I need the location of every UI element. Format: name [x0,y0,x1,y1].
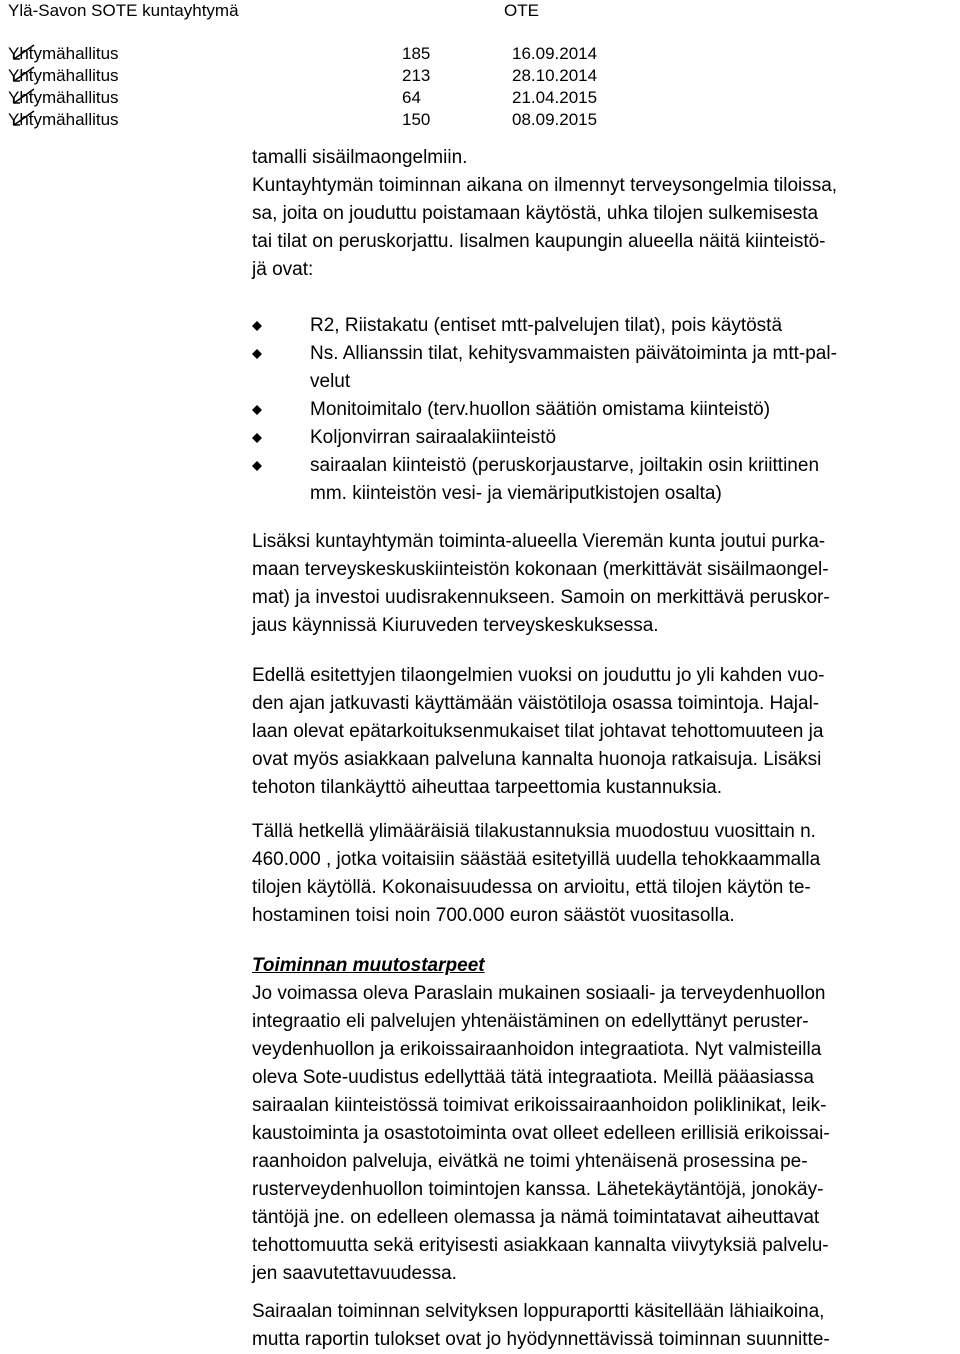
text-line: 460.000 , jotka voitaisiin säästää esitetyillä uudella tehokkaammalla [252,849,821,870]
text-line: tilojen käytöllä. Kokonaisuudessa on arvioitu, että tilojen käytön te- [252,877,811,898]
text-line: hostaminen toisi noin 700.000 euron säästöt vuositasolla. [252,905,735,926]
meta-org: Yhtymähallitus [8,88,119,107]
text-line: tamalli sisäilmaongelmiin. [252,147,468,168]
text-line: jaus käynnissä Kiuruveden terveyskeskuksessa. [252,615,659,636]
text-line: oleva Sote-uudistus edellyttää tätä integraatiota. Meillä pääasiassa [252,1067,814,1088]
list-item [252,452,952,508]
meta-date: 16.09.2014 [512,44,598,63]
text-line: sairaalan kiinteistö (peruskorjaustarve, joiltakin osin kriittinen [310,455,820,476]
meta-date: 08.09.2015 [512,110,598,129]
meta-row [8,109,708,131]
text-line: R2, Riistakatu (entiset mtt-palvelujen tilat), pois käytöstä [310,315,783,336]
text-line: raanhoidon palveluja, eivätkä ne toimi yhtenäisenä prosessina pe- [252,1151,808,1172]
text-line: Koljonvirran sairaalakiinteistö [310,427,557,448]
text-line: jen saavutettavuudessa. [252,1263,457,1284]
text-line: maan terveyskeskuskiinteistön kokonaan (merkittävät sisäilmaongel- [252,559,829,580]
text-line: Monitoimitalo (terv.huollon säätiön omistama kiinteistö) [310,399,771,420]
text-line: den ajan jatkuvasti käyttämään väistötiloja osassa toimintoja. Hajal- [252,693,820,714]
header-organization: Ylä-Savon SOTE kuntayhtymä [8,1,239,20]
meta-date: 21.04.2015 [512,88,598,107]
text-line: laan olevat epätarkoituksenmukaiset tilat johtavat tehottomuuteen ja [252,721,824,742]
section-heading: Toiminnan muutostarpeet [252,955,485,976]
text-line: Sairaalan toiminnan selvityksen loppuraportti käsitellään lähiaikoina, [252,1301,825,1322]
header-doc-type: OTE [504,1,539,20]
meta-row [8,43,708,65]
text-line: velut [310,371,351,392]
list-item [252,340,952,396]
text-line: mat) ja investoi uudisrakennukseen. Samoin on merkittävä peruskor- [252,587,830,608]
property-list [252,312,952,508]
bullet-icon [252,405,262,415]
paragraph [252,1298,952,1354]
text-line: sairaalan kiinteistössä toimivat erikoissairaanhoidon poliklinikat, leik- [252,1095,827,1116]
bullet-icon [252,349,262,359]
text-line: rusterveydenhuollon toimintojen kanssa. Lähetekäytäntöjä, jonokäy- [252,1179,824,1200]
meta-org: Yhtymähallitus [8,110,119,129]
text-line: Ns. Allianssin tilat, kehitysvammaisten päivätoiminta ja mtt-pal- [310,343,837,364]
text-line: mm. kiinteistön vesi- ja viemäriputkistojen osalta) [310,483,722,504]
text-line: veydenhuollon ja erikoissairaanhoidon integraatiota. Nyt valmisteilla [252,1039,822,1060]
bullet-icon [252,321,262,331]
paragraph [252,662,952,802]
list-item [252,424,952,452]
paragraph [252,528,952,640]
text-line: ovat myös asiakkaan palveluna kannalta huonoja ratkaisuja. Lisäksi [252,749,822,770]
text-line: tai tilat on peruskorjattu. Iisalmen kaupungin alueella näitä kiinteistö- [252,231,826,252]
text-line: Tällä hetkellä ylimääräisiä tilakustannuksia muodostuu vuosittain n. [252,821,816,842]
text-line: kaustoiminta ja osastotoiminta ovat olleet edelleen erillisiä erikoissai- [252,1123,830,1144]
text-line: Kuntayhtymän toiminnan aikana on ilmennyt terveysongelmia tiloissa, [252,175,838,196]
text-line: tehottomuutta sekä erityisesti asiakkaan kannalta viivytyksiä palvelu- [252,1235,829,1256]
meta-number: 150 [402,110,431,129]
intro-paragraph [252,144,952,284]
bullet-icon [252,433,262,443]
text-line: Lisäksi kuntayhtymän toiminta-alueella Vieremän kunta joutui purka- [252,531,826,552]
list-item [252,396,952,424]
text-line: täntöjä jne. on edelleen olemassa ja nämä toimintatavat aiheuttavat [252,1207,820,1228]
text-line: tehoton tilankäyttö aiheuttaa tarpeettomia kustannuksia. [252,777,723,798]
text-line: Edellä esitettyjen tilaongelmien vuoksi on jouduttu jo yli kahden vuo- [252,665,825,686]
meta-number: 185 [402,44,431,63]
bullet-icon [252,461,262,471]
text-line: sa, joita on jouduttu poistamaan käytöstä, uhka tilojen sulkemisesta [252,203,819,224]
paragraph [252,818,952,930]
meta-row [8,87,708,109]
meta-org: Yhtymähallitus [8,66,119,85]
section [252,952,952,1288]
meta-number: 213 [402,66,431,85]
text-line: Jo voimassa oleva Paraslain mukainen sosiaali- ja terveydenhuollon [252,983,826,1004]
meta-org: Yhtymähallitus [8,44,119,63]
meta-number: 64 [402,88,421,107]
meta-date: 28.10.2014 [512,66,598,85]
text-line: jä ovat: [252,259,314,280]
list-item [252,312,952,340]
text-line: mutta raportin tulokset ovat jo hyödynnettävissä toiminnan suunnitte- [252,1329,830,1350]
meta-row [8,65,708,87]
text-line: integraatio eli palvelujen yhtenäistäminen on edellyttänyt peruster- [252,1011,809,1032]
